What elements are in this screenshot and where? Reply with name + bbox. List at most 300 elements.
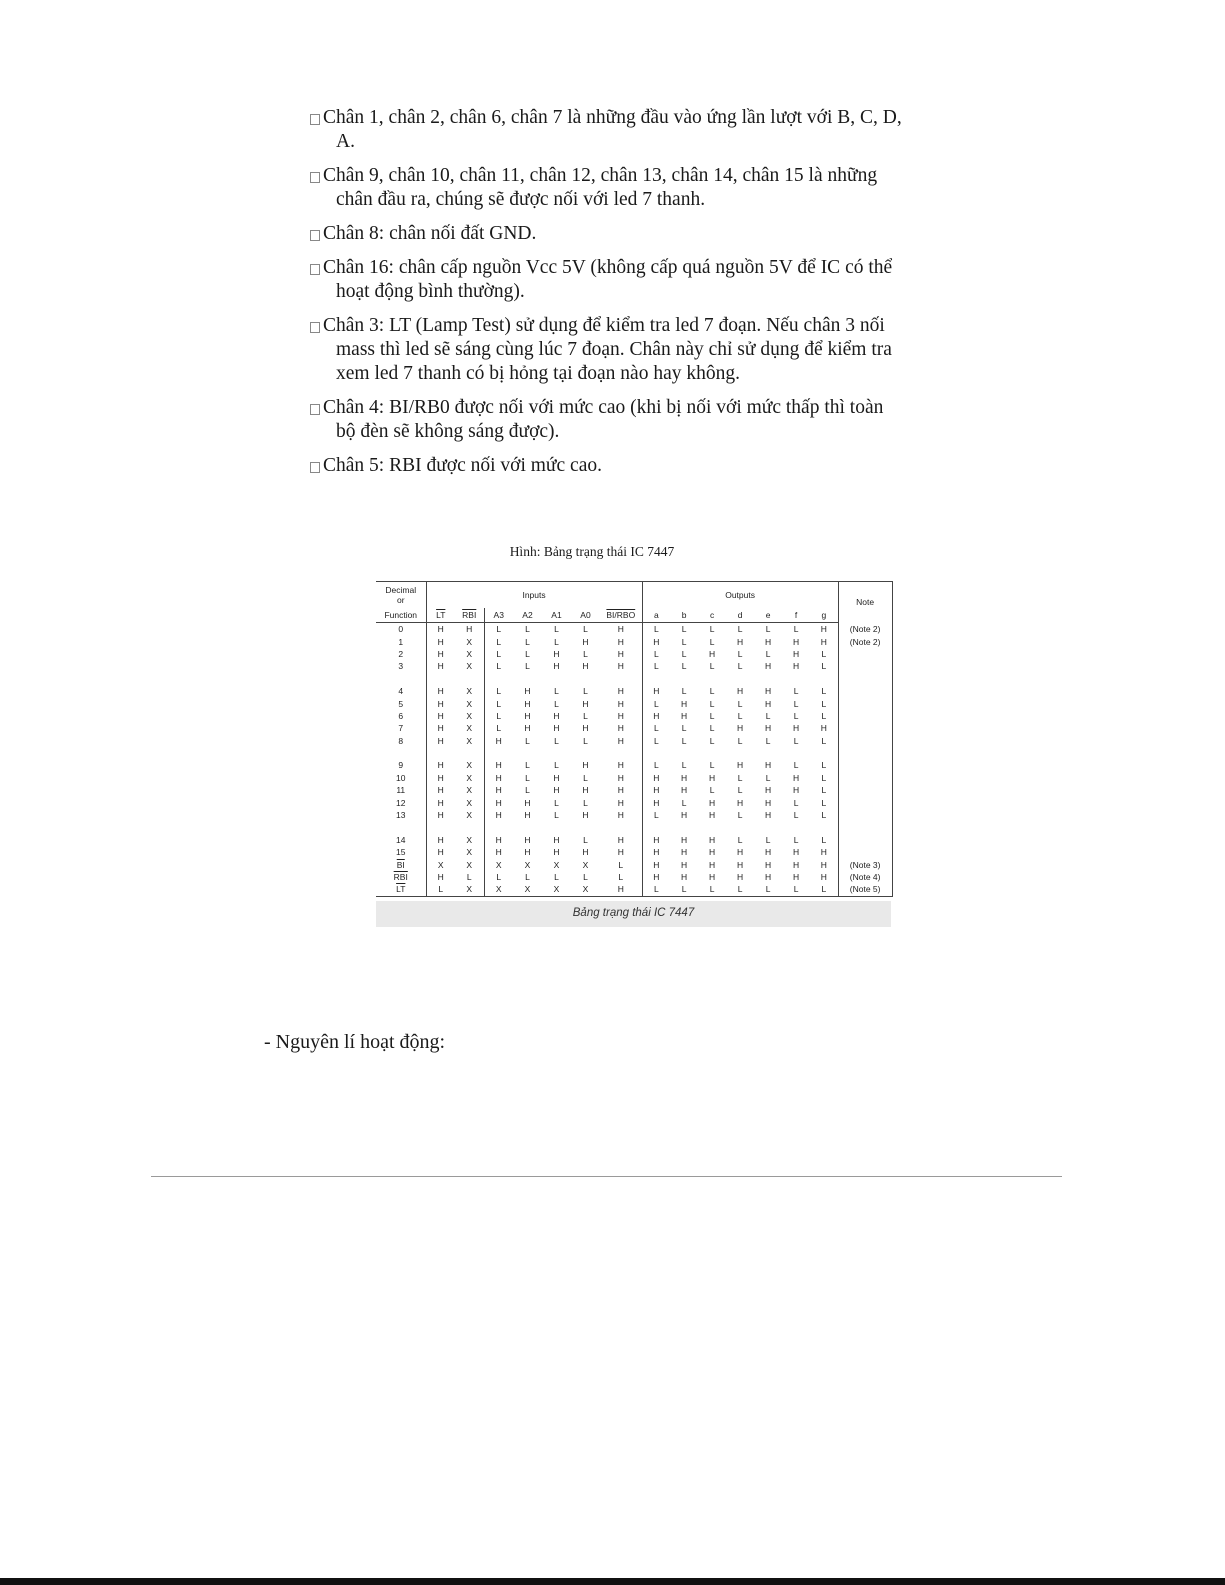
- table-cell: H: [600, 648, 642, 660]
- column-header: A1: [542, 608, 571, 623]
- table-cell: H: [600, 635, 642, 647]
- table-cell: H: [793, 723, 800, 734]
- table-cell: 14: [396, 834, 406, 845]
- table-cell: L: [455, 871, 484, 883]
- table-cell: L: [653, 648, 659, 659]
- table-cell: X: [455, 834, 484, 846]
- table-cell: L: [681, 797, 687, 808]
- table-cell: 0: [398, 624, 404, 635]
- table-cell: L: [426, 883, 455, 896]
- table-cell: L: [793, 698, 799, 709]
- table-cell: L: [737, 648, 743, 659]
- table-cell: H: [810, 623, 838, 636]
- table-cell: L: [709, 698, 715, 709]
- table-cell: (Note 5): [838, 883, 892, 896]
- table-cell: 10: [396, 772, 406, 783]
- table-row: [376, 648, 892, 660]
- bullet-list: [310, 106, 970, 488]
- table-cell: H: [681, 859, 688, 870]
- table-cell: H: [737, 859, 744, 870]
- table-cell: H: [524, 723, 531, 734]
- table-cell: H: [600, 623, 642, 636]
- table-cell: H: [810, 858, 838, 870]
- table-cell: H: [426, 784, 455, 796]
- table-cell: L: [810, 710, 838, 722]
- table-cell: L: [600, 858, 642, 870]
- table-cell: L: [737, 624, 743, 635]
- table-cell: X: [426, 858, 455, 870]
- table-cell: H: [600, 735, 642, 747]
- table-cell: H: [495, 735, 502, 746]
- table-cell: L: [583, 686, 588, 697]
- table-cell: L: [496, 661, 502, 672]
- table-cell: H: [426, 846, 455, 858]
- table-cell: L: [754, 883, 782, 896]
- table-row: [376, 796, 892, 808]
- table-cell: H: [793, 772, 800, 783]
- table-row: [376, 772, 892, 784]
- table-cell: $\overline{BI}$: [396, 859, 405, 870]
- table-cell: H: [426, 648, 455, 660]
- table-cell: H: [582, 760, 589, 771]
- column-header: c: [698, 608, 726, 623]
- table-cell: L: [793, 624, 799, 635]
- table-cell: H: [426, 809, 455, 821]
- table-cell: L: [642, 883, 670, 896]
- table-cell: H: [737, 872, 744, 882]
- table-cell: L: [765, 624, 771, 635]
- table-cell: L: [554, 735, 559, 746]
- table-cell: H: [793, 859, 800, 870]
- table-row: [376, 660, 892, 672]
- table-cell: (Note 2): [838, 635, 892, 647]
- table-cell: H: [553, 661, 560, 672]
- table-cell: H: [524, 810, 531, 821]
- table-cell: L: [554, 810, 559, 821]
- table-cell: H: [600, 784, 642, 796]
- table-cell: L: [583, 710, 588, 721]
- table-cell: L: [653, 698, 659, 709]
- table-cell: L: [496, 636, 502, 647]
- table-cell: X: [455, 722, 484, 734]
- table-cell: L: [583, 834, 588, 845]
- bullet-box-icon: [310, 404, 320, 415]
- table-cell: H: [765, 661, 772, 672]
- table-row: [376, 685, 892, 697]
- table-cell: H: [793, 661, 800, 672]
- table-cell: H: [653, 797, 660, 808]
- bullet-box-icon: [310, 114, 320, 125]
- table-cell: 9: [398, 760, 404, 771]
- table-cell: H: [793, 648, 800, 659]
- table-cell: H: [765, 636, 772, 647]
- table-cell: H: [495, 785, 502, 796]
- table-cell: X: [455, 784, 484, 796]
- table-cell: L: [709, 785, 715, 796]
- bullet-line: Chân 8: chân nối đất GND.: [323, 223, 537, 244]
- table-cell: L: [782, 883, 810, 896]
- table-cell: L: [554, 636, 559, 647]
- bullet-line: A.: [336, 131, 355, 152]
- table-cell: [838, 772, 892, 784]
- table-cell: L: [583, 872, 588, 882]
- table-cell: H: [426, 623, 455, 636]
- table-cell: L: [810, 697, 838, 709]
- table-cell: H: [681, 872, 688, 882]
- table-row: [376, 858, 892, 870]
- column-header: BI/RBO: [600, 608, 642, 623]
- table-cell: H: [793, 872, 800, 882]
- table-row: [376, 735, 892, 747]
- table-cell: X: [455, 846, 484, 858]
- divider-line: [151, 1176, 1062, 1177]
- table-cell: H: [681, 834, 688, 845]
- table-cell: L: [525, 735, 530, 746]
- bullet-item: [310, 314, 970, 386]
- table-cell: L: [709, 723, 715, 734]
- column-header: d: [726, 608, 754, 623]
- table-cell: L: [737, 698, 743, 709]
- table-cell: L: [653, 760, 659, 771]
- table-cell: X: [455, 710, 484, 722]
- table-cell: H: [765, 698, 772, 709]
- bullet-item: [310, 396, 970, 444]
- table-cell: H: [653, 636, 660, 647]
- table-cell: L: [496, 872, 502, 882]
- table-cell: L: [525, 648, 530, 659]
- table-cell: H: [600, 796, 642, 808]
- table-cell: L: [681, 648, 687, 659]
- table-cell: H: [495, 772, 502, 783]
- table-cell: L: [810, 834, 838, 846]
- table-cell: H: [681, 785, 688, 796]
- table-cell: H: [810, 722, 838, 734]
- table-cell: 3: [398, 661, 404, 672]
- table-cell: L: [653, 735, 659, 746]
- table-cell: H: [737, 636, 744, 647]
- bullet-box-icon: [310, 462, 320, 473]
- bullet-line: bộ đèn sẽ không sáng được).: [336, 421, 560, 442]
- table-cell: L: [793, 797, 799, 808]
- table-cell: X: [455, 759, 484, 771]
- column-header: f: [782, 608, 810, 623]
- table-cell: L: [709, 661, 715, 672]
- table-cell: L: [554, 760, 559, 771]
- table-cell: L: [793, 710, 799, 721]
- table-cell: L: [726, 883, 754, 896]
- table-cell: X: [553, 859, 560, 870]
- table-cell: H: [426, 635, 455, 647]
- table-cell: [838, 722, 892, 734]
- table-cell: H: [495, 834, 502, 845]
- table-cell: H: [553, 785, 560, 796]
- table-cell: L: [737, 735, 743, 746]
- bullet-item: [310, 454, 970, 478]
- table-cell: L: [583, 648, 588, 659]
- table-cell: L: [737, 710, 743, 721]
- table-cell: L: [793, 686, 799, 697]
- table-cell: H: [653, 834, 660, 845]
- column-header: e: [754, 608, 782, 623]
- table-cell: L: [681, 636, 687, 647]
- table-cell: H: [524, 847, 531, 858]
- table-cell: H: [553, 710, 560, 721]
- table-cell: L: [793, 834, 799, 845]
- table-cell: H: [709, 834, 716, 845]
- table-cell: H: [709, 772, 716, 783]
- table-cell: X: [455, 685, 484, 697]
- table-cell: 4: [398, 686, 404, 697]
- table-cell: L: [681, 735, 687, 746]
- bullet-box-icon: [310, 230, 320, 241]
- table-cell: L: [737, 810, 743, 821]
- table-cell: H: [681, 698, 688, 709]
- table-cell: L: [709, 624, 715, 635]
- table-cell: X: [495, 859, 502, 870]
- table-cell: X: [455, 735, 484, 747]
- table-cell: L: [525, 872, 530, 882]
- bullet-line: Chân 1, chân 2, chân 6, chân 7 là những đầu vào ứng lần lượt với B, C, D,: [323, 107, 902, 128]
- table-cell: H: [810, 846, 838, 858]
- table-cell: H: [793, 847, 800, 858]
- table-cell: H: [737, 847, 744, 858]
- table-cell: H: [524, 710, 531, 721]
- table-cell: H: [600, 660, 642, 672]
- table-cell: 11: [396, 785, 406, 796]
- table-cell: H: [765, 785, 772, 796]
- table-cell: [838, 809, 892, 821]
- column-header: A3: [484, 608, 513, 623]
- table-cell: [838, 685, 892, 697]
- table-cell: L: [709, 735, 715, 746]
- table-cell: L: [525, 636, 530, 647]
- table-cell: H: [709, 859, 716, 870]
- table-cell: L: [709, 710, 715, 721]
- table-cell: H: [681, 810, 688, 821]
- table-cell: H: [426, 660, 455, 672]
- table-cell: L: [793, 760, 799, 771]
- table-cell: H: [600, 697, 642, 709]
- table-cell: L: [765, 710, 771, 721]
- table-cell: L: [709, 636, 715, 647]
- table-cell: L: [525, 661, 530, 672]
- table-cell: 2: [398, 648, 404, 659]
- table-cell: H: [810, 635, 838, 647]
- table-cell: L: [810, 883, 838, 896]
- table-cell: H: [426, 685, 455, 697]
- table-cell: 13: [396, 810, 406, 821]
- table-row: [376, 722, 892, 734]
- table-cell: H: [765, 872, 772, 882]
- table-cell: L: [810, 784, 838, 796]
- table-cell: H: [426, 772, 455, 784]
- table-row: [376, 784, 892, 796]
- table-cell: X: [455, 697, 484, 709]
- bullet-box-icon: [310, 172, 320, 183]
- table-cell: L: [737, 772, 743, 783]
- table-cell: L: [765, 735, 771, 746]
- table-cell: L: [793, 735, 799, 746]
- table-cell: L: [698, 883, 726, 896]
- table-cell: H: [653, 686, 660, 697]
- table-cell: H: [653, 872, 660, 882]
- table-cell: L: [496, 698, 502, 709]
- table-cell: L: [496, 624, 502, 635]
- header-function: Function: [376, 608, 426, 623]
- table-cell: L: [737, 834, 743, 845]
- table-cell: H: [600, 710, 642, 722]
- table-cell: H: [765, 797, 772, 808]
- table-cell: H: [553, 648, 560, 659]
- table-cell: X: [571, 883, 600, 896]
- table-cell: H: [524, 698, 531, 709]
- header-note: Note: [838, 582, 892, 623]
- table-cell: H: [765, 686, 772, 697]
- table-cell: H: [765, 760, 772, 771]
- table-cell: [838, 846, 892, 858]
- table-cell: L: [554, 698, 559, 709]
- table-cell: 8: [398, 735, 404, 746]
- table-cell: H: [553, 834, 560, 845]
- table-cell: H: [426, 871, 455, 883]
- truth-table-figure: [376, 581, 891, 927]
- table-cell: H: [553, 772, 560, 783]
- table-cell: H: [426, 735, 455, 747]
- table-cell: (Note 4): [838, 871, 892, 883]
- table-cell: L: [496, 648, 502, 659]
- table-cell: H: [600, 685, 642, 697]
- table-cell: L: [737, 785, 743, 796]
- table-cell: L: [681, 661, 687, 672]
- table-cell: L: [653, 723, 659, 734]
- table-cell: [838, 759, 892, 771]
- table-cell: L: [554, 686, 559, 697]
- table-cell: H: [709, 648, 716, 659]
- table-row: [376, 697, 892, 709]
- bullet-line: chân đầu ra, chúng sẽ được nối với led 7 thanh.: [336, 189, 706, 210]
- section-heading: - Nguyên lí hoạt động:: [264, 1031, 446, 1053]
- table-cell: H: [709, 847, 716, 858]
- header-decimal: Decimal or: [376, 582, 426, 609]
- table-cell: [838, 710, 892, 722]
- table-cell: H: [737, 723, 744, 734]
- bullet-line: mass thì led sẽ sáng cùng lúc 7 đoạn. Chân này chỉ sử dụng để kiểm tra: [336, 339, 892, 360]
- table-cell: L: [525, 772, 530, 783]
- table-cell: X: [455, 648, 484, 660]
- table-cell: H: [426, 834, 455, 846]
- table-cell: H: [709, 872, 716, 882]
- table-row: [376, 846, 892, 858]
- table-cell: H: [426, 710, 455, 722]
- table-cell: H: [426, 759, 455, 771]
- table-cell: X: [582, 859, 589, 870]
- table-cell: H: [765, 810, 772, 821]
- table-cell: L: [496, 723, 502, 734]
- table-cell: L: [810, 660, 838, 672]
- header-inputs: Inputs: [426, 582, 642, 609]
- table-row: [376, 871, 892, 883]
- table-cell: H: [524, 686, 531, 697]
- table-cell: H: [765, 859, 772, 870]
- table-cell: L: [737, 661, 743, 672]
- table-cell: L: [810, 759, 838, 771]
- bullet-line: Chân 16: chân cấp nguồn Vcc 5V (không cấp quá nguồn 5V để IC có thể: [323, 257, 893, 278]
- table-cell: H: [737, 797, 744, 808]
- table-cell: X: [455, 796, 484, 808]
- column-header: b: [670, 608, 698, 623]
- table-cell: L: [653, 661, 659, 672]
- table-cell: H: [681, 710, 688, 721]
- table-cell: H: [524, 797, 531, 808]
- table-cell: H: [495, 797, 502, 808]
- table-cell: H: [737, 686, 744, 697]
- table-cell: H: [600, 772, 642, 784]
- bullet-line: hoạt động bình thường).: [336, 281, 525, 302]
- table-cell: H: [524, 834, 531, 845]
- column-header: $\overline{LT}$: [426, 608, 455, 623]
- table-cell: H: [765, 847, 772, 858]
- table-cell: L: [554, 872, 559, 882]
- table-cell: L: [653, 810, 659, 821]
- table-cell: H: [600, 883, 642, 896]
- table-cell: L: [765, 648, 771, 659]
- table-cell: L: [709, 686, 715, 697]
- table-cell: L: [810, 685, 838, 697]
- column-header: A0: [571, 608, 600, 623]
- table-cell: L: [793, 810, 799, 821]
- bullet-line: Chân 9, chân 10, chân 11, chân 12, chân 13, chân 14, chân 15 là những: [323, 165, 878, 186]
- table-cell: 1: [398, 636, 404, 647]
- table-cell: L: [681, 723, 687, 734]
- table-cell: L: [583, 735, 588, 746]
- table-cell: H: [582, 810, 589, 821]
- table-cell: X: [455, 883, 484, 896]
- column-header: a: [642, 608, 670, 623]
- table-cell: (Note 3): [838, 858, 892, 870]
- table-cell: L: [810, 796, 838, 808]
- table-row: [376, 635, 892, 647]
- table-cell: 7: [398, 723, 404, 734]
- figure-caption: Hình: Bảng trạng thái IC 7447: [509, 544, 675, 559]
- table-cell: L: [653, 624, 659, 635]
- table-cell: L: [600, 871, 642, 883]
- table-cell: H: [426, 796, 455, 808]
- table-cell: L: [765, 772, 771, 783]
- table-cell: H: [737, 760, 744, 771]
- table-cell: H: [600, 846, 642, 858]
- table-cell: [838, 660, 892, 672]
- table-row: [376, 883, 892, 896]
- bullet-item: [310, 106, 970, 154]
- column-header: $\overline{RBI}$: [455, 608, 484, 623]
- table-cell: 5: [398, 698, 404, 709]
- table-cell: H: [426, 697, 455, 709]
- table-cell: X: [484, 883, 513, 896]
- bullet-line: Chân 5: RBI được nối với mức cao.: [323, 455, 602, 476]
- table-cell: X: [455, 858, 484, 870]
- table-cell: L: [681, 760, 687, 771]
- table-cell: H: [653, 847, 660, 858]
- header-outputs: Outputs: [642, 582, 838, 609]
- table-cell: H: [600, 759, 642, 771]
- table-caption: Bảng trạng thái IC 7447: [376, 901, 891, 927]
- table-cell: H: [653, 859, 660, 870]
- truth-table: [376, 581, 893, 897]
- table-cell: H: [495, 760, 502, 771]
- table-cell: [838, 784, 892, 796]
- table-cell: L: [554, 797, 559, 808]
- bullet-line: Chân 4: BI/RB0 được nối với mức cao (khi bị nối với mức thấp thì toàn: [323, 397, 884, 418]
